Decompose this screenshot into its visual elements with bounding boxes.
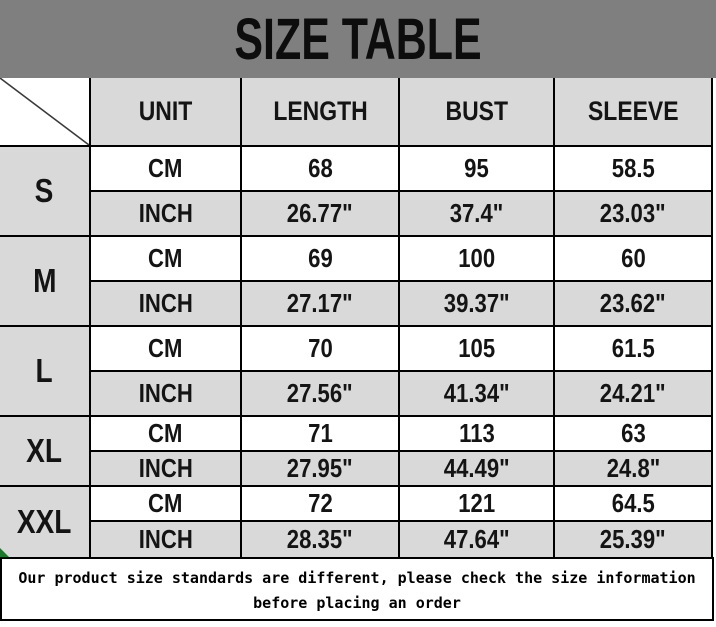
cell-s-inch-bust [400,192,555,237]
cell-m-inch-length [242,282,400,327]
cell-s-cm-sleeve [555,147,713,192]
cell-xxl-inch-length [242,522,400,557]
cell-xl-inch-bust [400,452,555,487]
unit-cm-label: CM [148,243,183,273]
value-text: 24.8" [606,453,660,483]
cell-xxl-cm-sleeve [555,487,713,522]
unit-cm-label: CM [148,418,183,448]
unit-inch-label: INCH [138,378,193,408]
unit-cell-xxl-inch [91,522,242,557]
unit-cell-l-inch [91,372,242,417]
value-text: 71 [307,418,333,448]
value-text: 39.37" [443,288,510,318]
cell-l-inch-sleeve [555,372,713,417]
value-text: 25.39" [600,524,666,554]
cell-m-inch-sleeve [555,282,713,327]
size-label-s [0,147,91,237]
cell-l-cm-bust [400,327,555,372]
unit-cm-label: CM [148,333,183,363]
value-text: 100 [458,243,495,273]
value-text: 27.95" [287,453,353,483]
size-label-l-text: L [35,352,54,389]
col-header-unit [91,78,242,147]
cell-xxl-inch-bust [400,522,555,557]
cell-m-inch-bust [400,282,555,327]
value-text: 121 [458,488,495,518]
col-header-length-label: LENGTH [272,96,368,126]
value-text: 23.62" [600,288,666,318]
title-bar [0,0,716,78]
value-text: 28.35" [287,524,353,554]
unit-cell-s-cm [91,147,242,192]
cell-l-inch-length [242,372,400,417]
cell-l-inch-bust [400,372,555,417]
value-text: 47.64" [443,524,510,554]
size-label-xxl [0,487,91,557]
value-text: 64.5 [611,488,655,518]
diagonal-cell [0,78,91,147]
cell-l-cm-sleeve [555,327,713,372]
cell-xxl-cm-bust [400,487,555,522]
unit-cm-label: CM [148,488,183,518]
footer-line-1: Our product size standards are different, please check the size information [18,569,696,587]
cell-s-inch-sleeve [555,192,713,237]
size-label-s-text: S [35,172,54,209]
page-title: SIZE TABLE [234,6,482,72]
value-text: 26.77" [287,198,353,228]
size-label-m-text: M [32,262,57,299]
size-label-xl-text: XL [26,432,63,469]
cell-m-cm-length [242,237,400,282]
cell-xl-inch-sleeve [555,452,713,487]
size-label-m [0,237,91,327]
size-label-xl [0,417,91,487]
cell-s-cm-bust [400,147,555,192]
value-text: 44.49" [443,453,510,483]
unit-inch-label: INCH [138,524,193,554]
value-text: 27.56" [287,378,353,408]
unit-cell-xxl-cm [91,487,242,522]
value-text: 41.34" [443,378,510,408]
value-text: 72 [307,488,333,518]
cell-xl-cm-length [242,417,400,452]
footer-line-2: before placing an order [253,594,461,612]
size-table [0,78,713,557]
cell-xxl-inch-sleeve [555,522,713,557]
diagonal-line-icon [0,78,89,145]
col-header-sleeve-label: SLEEVE [587,96,679,126]
footer-disclaimer [0,557,714,621]
cell-xl-inch-length [242,452,400,487]
col-header-bust-label: BUST [445,96,508,126]
value-text: 69 [307,243,333,273]
unit-cell-s-inch [91,192,242,237]
unit-cell-m-inch [91,282,242,327]
unit-cell-l-cm [91,327,242,372]
value-text: 27.17" [287,288,353,318]
size-label-l [0,327,91,417]
col-header-length [242,78,400,147]
value-text: 105 [458,333,495,363]
value-text: 37.4" [449,198,504,228]
cell-xxl-cm-length [242,487,400,522]
unit-inch-label: INCH [138,288,193,318]
unit-cell-xl-cm [91,417,242,452]
value-text: 24.21" [600,378,666,408]
size-label-xxl-text: XXL [17,503,72,540]
value-text: 61.5 [611,333,655,363]
unit-inch-label: INCH [138,198,193,228]
unit-inch-label: INCH [138,453,193,483]
unit-cm-label: CM [148,153,183,183]
cell-s-inch-length [242,192,400,237]
cell-s-cm-length [242,147,400,192]
unit-cell-xl-inch [91,452,242,487]
cell-l-cm-length [242,327,400,372]
value-text: 58.5 [611,153,655,183]
cell-m-cm-bust [400,237,555,282]
cell-xl-cm-bust [400,417,555,452]
unit-cell-m-cm [91,237,242,282]
value-text: 60 [620,243,646,273]
col-header-sleeve [555,78,713,147]
col-header-unit-label: UNIT [138,96,193,126]
value-text: 63 [620,418,646,448]
value-text: 95 [464,153,489,183]
value-text: 70 [307,333,333,363]
col-header-bust [400,78,555,147]
value-text: 68 [307,153,333,183]
cell-m-cm-sleeve [555,237,713,282]
cell-xl-cm-sleeve [555,417,713,452]
value-text: 23.03" [600,198,666,228]
value-text: 113 [458,418,495,448]
